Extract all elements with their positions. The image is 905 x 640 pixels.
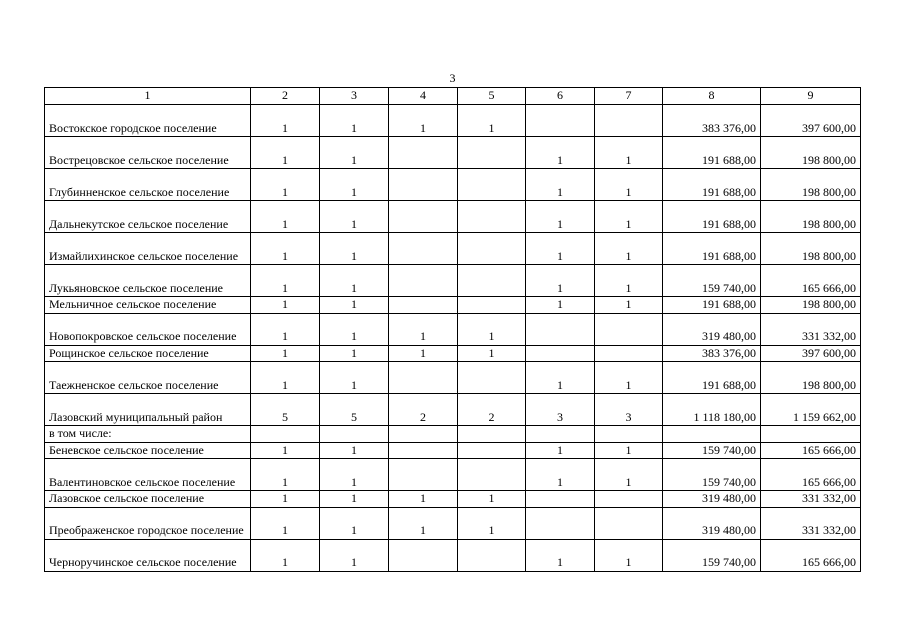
cell-col-2: 1 <box>251 169 320 201</box>
cell-col-5: 2 <box>458 394 526 426</box>
cell-col-6 <box>526 491 595 508</box>
cell-col-2: 1 <box>251 442 320 459</box>
column-header-2: 2 <box>251 88 320 105</box>
cell-col-6: 1 <box>526 265 595 297</box>
cell-col-9: 331 332,00 <box>761 491 861 508</box>
cell-col-6 <box>526 426 595 443</box>
cell-col-3: 1 <box>320 169 389 201</box>
settlement-name: Черноручинское сельское поселение <box>45 539 251 571</box>
column-header-3: 3 <box>320 88 389 105</box>
cell-col-8: 383 376,00 <box>663 345 761 362</box>
cell-col-7 <box>595 345 663 362</box>
cell-col-2: 1 <box>251 297 320 314</box>
cell-col-7: 1 <box>595 297 663 314</box>
cell-col-6: 1 <box>526 297 595 314</box>
cell-col-7 <box>595 507 663 539</box>
cell-col-2: 1 <box>251 345 320 362</box>
cell-col-7: 1 <box>595 137 663 169</box>
cell-col-9: 165 666,00 <box>761 539 861 571</box>
cell-col-3: 1 <box>320 137 389 169</box>
cell-col-8: 159 740,00 <box>663 459 761 491</box>
data-table <box>44 87 861 572</box>
cell-col-5 <box>458 233 526 265</box>
cell-col-8: 319 480,00 <box>663 491 761 508</box>
table-row <box>45 233 861 265</box>
column-header-5: 5 <box>458 88 526 105</box>
cell-col-5: 1 <box>458 105 526 137</box>
settlement-name: Преображенское городское поселение <box>45 507 251 539</box>
cell-col-2 <box>251 426 320 443</box>
cell-col-3: 1 <box>320 265 389 297</box>
cell-col-8: 191 688,00 <box>663 137 761 169</box>
cell-col-4 <box>389 426 458 443</box>
column-header-8: 8 <box>663 88 761 105</box>
cell-col-2: 1 <box>251 105 320 137</box>
cell-col-6: 3 <box>526 394 595 426</box>
settlement-name: Беневское сельское поселение <box>45 442 251 459</box>
cell-col-2: 1 <box>251 507 320 539</box>
cell-col-8: 191 688,00 <box>663 233 761 265</box>
cell-col-2: 1 <box>251 137 320 169</box>
cell-col-9: 198 800,00 <box>761 169 861 201</box>
settlement-name: Таежненское сельское поселение <box>45 362 251 394</box>
cell-col-2: 1 <box>251 539 320 571</box>
cell-col-8: 191 688,00 <box>663 297 761 314</box>
cell-col-5 <box>458 265 526 297</box>
column-header-6: 6 <box>526 88 595 105</box>
cell-col-5: 1 <box>458 491 526 508</box>
cell-col-4: 2 <box>389 394 458 426</box>
cell-col-5 <box>458 442 526 459</box>
cell-col-8: 159 740,00 <box>663 442 761 459</box>
cell-col-8 <box>663 426 761 443</box>
table-body <box>45 105 861 572</box>
cell-col-2: 5 <box>251 394 320 426</box>
table-row <box>45 169 861 201</box>
cell-col-9: 198 800,00 <box>761 362 861 394</box>
settlement-name: Валентиновское сельское поселение <box>45 459 251 491</box>
cell-col-3: 1 <box>320 345 389 362</box>
cell-col-7: 1 <box>595 362 663 394</box>
settlement-name: Лазовское сельское поселение <box>45 491 251 508</box>
settlement-name: Новопокровское сельское поселение <box>45 313 251 345</box>
cell-col-3: 1 <box>320 362 389 394</box>
cell-col-2: 1 <box>251 233 320 265</box>
cell-col-4: 1 <box>389 313 458 345</box>
cell-col-9: 165 666,00 <box>761 442 861 459</box>
cell-col-4 <box>389 265 458 297</box>
column-header-4: 4 <box>389 88 458 105</box>
cell-col-6: 1 <box>526 233 595 265</box>
cell-col-2: 1 <box>251 201 320 233</box>
cell-col-3: 1 <box>320 539 389 571</box>
cell-col-9: 198 800,00 <box>761 297 861 314</box>
table-row <box>45 137 861 169</box>
cell-col-6 <box>526 507 595 539</box>
cell-col-8: 191 688,00 <box>663 362 761 394</box>
cell-col-3: 1 <box>320 313 389 345</box>
cell-col-5: 1 <box>458 345 526 362</box>
cell-col-4 <box>389 442 458 459</box>
cell-col-7 <box>595 426 663 443</box>
cell-col-4 <box>389 459 458 491</box>
cell-col-6: 1 <box>526 137 595 169</box>
cell-col-4 <box>389 297 458 314</box>
cell-col-6 <box>526 345 595 362</box>
table-row <box>45 201 861 233</box>
cell-col-4 <box>389 201 458 233</box>
cell-col-9: 397 600,00 <box>761 345 861 362</box>
cell-col-7 <box>595 313 663 345</box>
cell-col-5: 1 <box>458 507 526 539</box>
cell-col-9: 198 800,00 <box>761 137 861 169</box>
cell-col-3: 1 <box>320 442 389 459</box>
table-row <box>45 297 861 314</box>
table-row <box>45 507 861 539</box>
cell-col-2: 1 <box>251 459 320 491</box>
cell-col-6: 1 <box>526 539 595 571</box>
cell-col-5 <box>458 362 526 394</box>
cell-col-7: 3 <box>595 394 663 426</box>
header-row <box>45 88 861 105</box>
table-row <box>45 459 861 491</box>
cell-col-2: 1 <box>251 362 320 394</box>
cell-col-7 <box>595 491 663 508</box>
cell-col-6: 1 <box>526 442 595 459</box>
table-header <box>45 88 861 105</box>
table-row <box>45 442 861 459</box>
table-row <box>45 426 861 443</box>
cell-col-8: 191 688,00 <box>663 201 761 233</box>
cell-col-2: 1 <box>251 491 320 508</box>
cell-col-5 <box>458 459 526 491</box>
table-row <box>45 345 861 362</box>
cell-col-6 <box>526 313 595 345</box>
settlement-name: Лукьяновское сельское поселение <box>45 265 251 297</box>
cell-col-4 <box>389 137 458 169</box>
cell-col-9: 198 800,00 <box>761 233 861 265</box>
cell-col-6: 1 <box>526 459 595 491</box>
table-row <box>45 491 861 508</box>
cell-col-3: 5 <box>320 394 389 426</box>
cell-col-5 <box>458 201 526 233</box>
column-header-9: 9 <box>761 88 861 105</box>
cell-col-5 <box>458 426 526 443</box>
cell-col-7: 1 <box>595 169 663 201</box>
settlement-name: Лазовский муниципальный район <box>45 394 251 426</box>
cell-col-9: 165 666,00 <box>761 265 861 297</box>
cell-col-9: 331 332,00 <box>761 507 861 539</box>
cell-col-7: 1 <box>595 459 663 491</box>
table-row <box>45 105 861 137</box>
cell-col-8: 191 688,00 <box>663 169 761 201</box>
cell-col-7 <box>595 105 663 137</box>
cell-col-7: 1 <box>595 233 663 265</box>
cell-col-4 <box>389 539 458 571</box>
column-header-1: 1 <box>45 88 251 105</box>
cell-col-3 <box>320 426 389 443</box>
cell-col-9: 165 666,00 <box>761 459 861 491</box>
cell-col-4: 1 <box>389 491 458 508</box>
column-header-7: 7 <box>595 88 663 105</box>
cell-col-5: 1 <box>458 313 526 345</box>
table-row <box>45 313 861 345</box>
cell-col-7: 1 <box>595 201 663 233</box>
cell-col-6 <box>526 105 595 137</box>
cell-col-5 <box>458 137 526 169</box>
cell-col-7: 1 <box>595 265 663 297</box>
cell-col-8: 383 376,00 <box>663 105 761 137</box>
cell-col-2: 1 <box>251 265 320 297</box>
settlement-name: Востокское городское поселение <box>45 105 251 137</box>
cell-col-9: 331 332,00 <box>761 313 861 345</box>
cell-col-6: 1 <box>526 201 595 233</box>
page-number: 3 <box>449 71 456 85</box>
settlement-name: Измайлихинское сельское поселение <box>45 233 251 265</box>
cell-col-3: 1 <box>320 491 389 508</box>
cell-col-7: 1 <box>595 442 663 459</box>
settlement-name: в том числе: <box>45 426 251 443</box>
cell-col-5 <box>458 539 526 571</box>
cell-col-8: 159 740,00 <box>663 539 761 571</box>
table-row <box>45 265 861 297</box>
cell-col-4: 1 <box>389 345 458 362</box>
cell-col-8: 159 740,00 <box>663 265 761 297</box>
cell-col-8: 319 480,00 <box>663 507 761 539</box>
cell-col-4 <box>389 169 458 201</box>
cell-col-8: 319 480,00 <box>663 313 761 345</box>
cell-col-4: 1 <box>389 507 458 539</box>
cell-col-3: 1 <box>320 105 389 137</box>
cell-col-9: 198 800,00 <box>761 201 861 233</box>
cell-col-9: 397 600,00 <box>761 105 861 137</box>
cell-col-5 <box>458 169 526 201</box>
table-row <box>45 394 861 426</box>
settlement-name: Глубинненское сельское поселение <box>45 169 251 201</box>
cell-col-4 <box>389 233 458 265</box>
cell-col-3: 1 <box>320 201 389 233</box>
table-row <box>45 362 861 394</box>
cell-col-3: 1 <box>320 507 389 539</box>
settlement-name: Вострецовское сельское поселение <box>45 137 251 169</box>
cell-col-2: 1 <box>251 313 320 345</box>
cell-col-9: 1 159 662,00 <box>761 394 861 426</box>
settlement-name: Мельничное сельское поселение <box>45 297 251 314</box>
cell-col-8: 1 118 180,00 <box>663 394 761 426</box>
cell-col-3: 1 <box>320 297 389 314</box>
cell-col-5 <box>458 297 526 314</box>
cell-col-6: 1 <box>526 169 595 201</box>
cell-col-3: 1 <box>320 233 389 265</box>
cell-col-7: 1 <box>595 539 663 571</box>
settlement-name: Рощинское сельское поселение <box>45 345 251 362</box>
cell-col-4: 1 <box>389 105 458 137</box>
cell-col-6: 1 <box>526 362 595 394</box>
cell-col-3: 1 <box>320 459 389 491</box>
settlement-name: Дальнекутское сельское поселение <box>45 201 251 233</box>
table-row <box>45 539 861 571</box>
cell-col-9 <box>761 426 861 443</box>
cell-col-4 <box>389 362 458 394</box>
